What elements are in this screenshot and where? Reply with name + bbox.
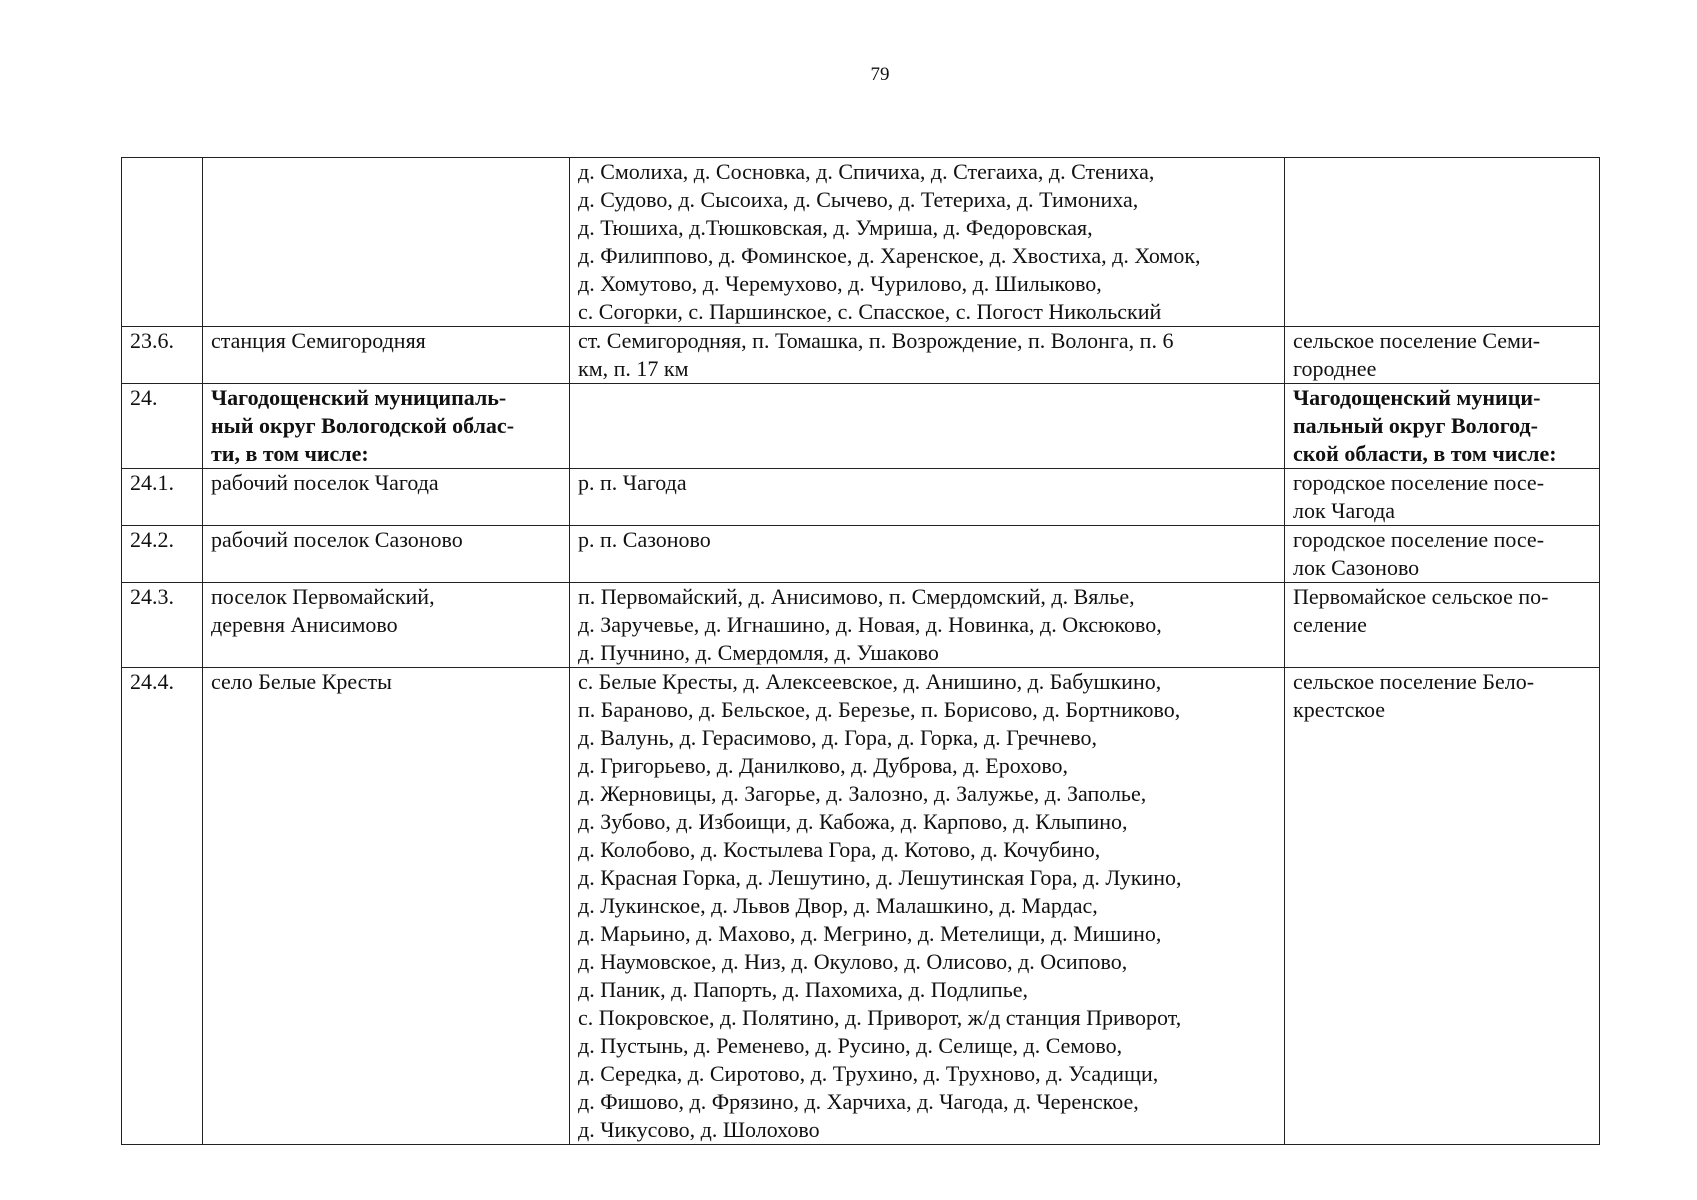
row-number-cell	[122, 158, 203, 327]
municipality-name-line: пальный округ Вологод-	[1293, 413, 1538, 438]
municipality-name-line: городское поселение посе-	[1293, 527, 1545, 552]
municipality-name-line: лок Чагода	[1293, 498, 1396, 523]
settlement-places-line: д. Жерновицы, д. Загорье, д. Залозно, д. Залужье, д. Заполье,	[578, 781, 1147, 806]
row-number-cell	[122, 327, 203, 384]
row-number-cell	[122, 384, 203, 469]
settlement-places-cell	[570, 384, 1285, 469]
settlement-places-line: д. Марьино, д. Махово, д. Мегрино, д. Метелищи, д. Мишино,	[578, 921, 1162, 946]
municipality-name-line: городское поселение посе-	[1293, 470, 1545, 495]
settlement-places-line: д. Филиппово, д. Фоминское, д. Харенское, д. Хвостиха, д. Хомок,	[578, 243, 1201, 268]
settlement-places-cell	[570, 583, 1285, 668]
settlement-places-line: д. Пустынь, д. Ременево, д. Русино, д. Селище, д. Семово,	[578, 1033, 1123, 1058]
settlement-places-line: д. Лукинское, д. Львов Двор, д. Малашкино, д. Мардас,	[578, 893, 1098, 918]
settlement-places-cell	[570, 469, 1285, 526]
settlement-name-line: Чагодощенский муниципаль-	[211, 385, 507, 410]
settlement-name-line: село Белые Кресты	[211, 669, 392, 694]
page-number: 79	[870, 64, 890, 85]
settlement-places-line: р. п. Сазоново	[578, 527, 711, 552]
settlement-places-line: д. Валунь, д. Герасимово, д. Гора, д. Горка, д. Гречнево,	[578, 725, 1097, 750]
settlement-name-line: поселок Первомайский,	[211, 584, 435, 609]
table-row	[122, 327, 1600, 384]
municipality-name-line: ской области, в том числе:	[1293, 441, 1557, 466]
row-number-line: 24.4.	[130, 669, 174, 694]
settlement-name-line: рабочий поселок Чагода	[211, 470, 439, 495]
row-number-line: 23.6.	[130, 328, 174, 353]
settlement-places-cell	[570, 158, 1285, 327]
row-number-line: 24.2.	[130, 527, 174, 552]
municipality-name-line: лок Сазоново	[1293, 555, 1420, 580]
settlement-name-line: деревня Анисимово	[211, 612, 398, 637]
table-row	[122, 469, 1600, 526]
settlement-places-line: р. п. Чагода	[578, 470, 687, 495]
settlement-places-line: д. Красная Горка, д. Лешутино, д. Лешутинская Гора, д. Лукино,	[578, 865, 1182, 890]
settlement-places-line: п. Первомайский, д. Анисимово, п. Смердомский, д. Вялье,	[578, 584, 1135, 609]
settlement-places-line: д. Паник, д. Папорть, д. Пахомиха, д. Подлипье,	[578, 977, 1028, 1002]
municipality-name-cell	[1285, 384, 1600, 469]
table-row	[122, 668, 1600, 1145]
municipality-name-cell	[1285, 583, 1600, 668]
municipality-name-cell	[1285, 327, 1600, 384]
settlement-places-line: д. Заручевье, д. Игнашино, д. Новая, д. Новинка, д. Оксюково,	[578, 612, 1162, 637]
settlement-places-cell	[570, 327, 1285, 384]
settlement-places-line: д. Зубово, д. Избоищи, д. Кабожа, д. Карпово, д. Клыпино,	[578, 809, 1128, 834]
municipality-name-line: городнее	[1293, 356, 1377, 381]
municipality-name-line: селение	[1293, 612, 1367, 637]
settlement-places-line: с. Покровское, д. Полятино, д. Приворот, ж/д станция Приворот,	[578, 1005, 1182, 1030]
table-row	[122, 526, 1600, 583]
settlement-places-cell	[570, 526, 1285, 583]
row-number-line: 24.3.	[130, 584, 174, 609]
settlement-places-line: д. Тюшиха, д.Тюшковская, д. Умриша, д. Федоровская,	[578, 215, 1093, 240]
settlement-places-line: км, п. 17 км	[578, 356, 689, 381]
settlement-places-line: д. Середка, д. Сиротово, д. Трухино, д. Трухново, д. Усадищи,	[578, 1061, 1159, 1086]
municipality-name-line: сельское поселение Бело-	[1293, 669, 1535, 694]
municipality-name-cell	[1285, 668, 1600, 1145]
municipality-name-line: крестское	[1293, 697, 1386, 722]
row-number-cell	[122, 526, 203, 583]
settlement-places-line: д. Наумовское, д. Низ, д. Окулово, д. Олисово, д. Осипово,	[578, 949, 1128, 974]
table-row	[122, 384, 1600, 469]
settlement-places-line: с. Белые Кресты, д. Алексеевское, д. Анишино, д. Бабушкино,	[578, 669, 1162, 694]
settlement-name-cell	[203, 583, 570, 668]
settlement-name-line: ти, в том числе:	[211, 441, 369, 466]
settlement-places-line: д. Колобово, д. Костылева Гора, д. Котово, д. Кочубино,	[578, 837, 1101, 862]
row-number-line: 24.1.	[130, 470, 174, 495]
municipality-name-line: сельское поселение Семи-	[1293, 328, 1541, 353]
municipality-name-cell	[1285, 526, 1600, 583]
row-number-line: 24.	[130, 385, 158, 410]
settlement-name-line: рабочий поселок Сазоново	[211, 527, 463, 552]
row-number-cell	[122, 469, 203, 526]
settlement-name-line: станция Семигородняя	[211, 328, 426, 353]
settlement-places-line: д. Смолиха, д. Сосновка, д. Спичиха, д. Стегаиха, д. Стениха,	[578, 159, 1155, 184]
municipality-name-line: Чагодощенский муници-	[1293, 385, 1541, 410]
settlement-places-line: п. Бараново, д. Бельское, д. Березье, п. Борисово, д. Бортниково,	[578, 697, 1181, 722]
settlement-places-line: д. Фишово, д. Фрязино, д. Харчиха, д. Чагода, д. Черенское,	[578, 1089, 1139, 1114]
row-number-cell	[122, 583, 203, 668]
settlement-places-line: ст. Семигородняя, п. Томашка, п. Возрождение, п. Волонга, п. 6	[578, 328, 1174, 353]
row-number-cell	[122, 668, 203, 1145]
settlement-places-line: д. Чикусово, д. Шолохово	[578, 1117, 820, 1142]
table-row	[122, 158, 1600, 327]
settlement-name-cell	[203, 158, 570, 327]
settlement-name-cell	[203, 327, 570, 384]
municipality-name-line: Первомайское сельское по-	[1293, 584, 1549, 609]
settlement-name-line: ный округ Вологодской облас-	[211, 413, 515, 438]
settlement-places-line: д. Судово, д. Сысоиха, д. Сычево, д. Тетериха, д. Тимониха,	[578, 187, 1139, 212]
settlement-places-cell	[570, 668, 1285, 1145]
table-row	[122, 583, 1600, 668]
settlements-table	[121, 157, 1600, 1145]
settlement-places-line: д. Григорьево, д. Данилково, д. Дуброва, д. Ерохово,	[578, 753, 1069, 778]
settlement-name-cell	[203, 526, 570, 583]
settlement-name-cell	[203, 384, 570, 469]
settlement-places-line: с. Согорки, с. Паршинское, с. Спасское, с. Погост Никольский	[578, 299, 1162, 324]
settlement-name-cell	[203, 469, 570, 526]
settlement-places-line: д. Пучнино, д. Смердомля, д. Ушаково	[578, 640, 939, 665]
municipality-name-cell	[1285, 469, 1600, 526]
settlement-name-cell	[203, 668, 570, 1145]
municipality-name-cell	[1285, 158, 1600, 327]
settlement-places-line: д. Хомутово, д. Черемухово, д. Чурилово, д. Шилыково,	[578, 271, 1102, 296]
